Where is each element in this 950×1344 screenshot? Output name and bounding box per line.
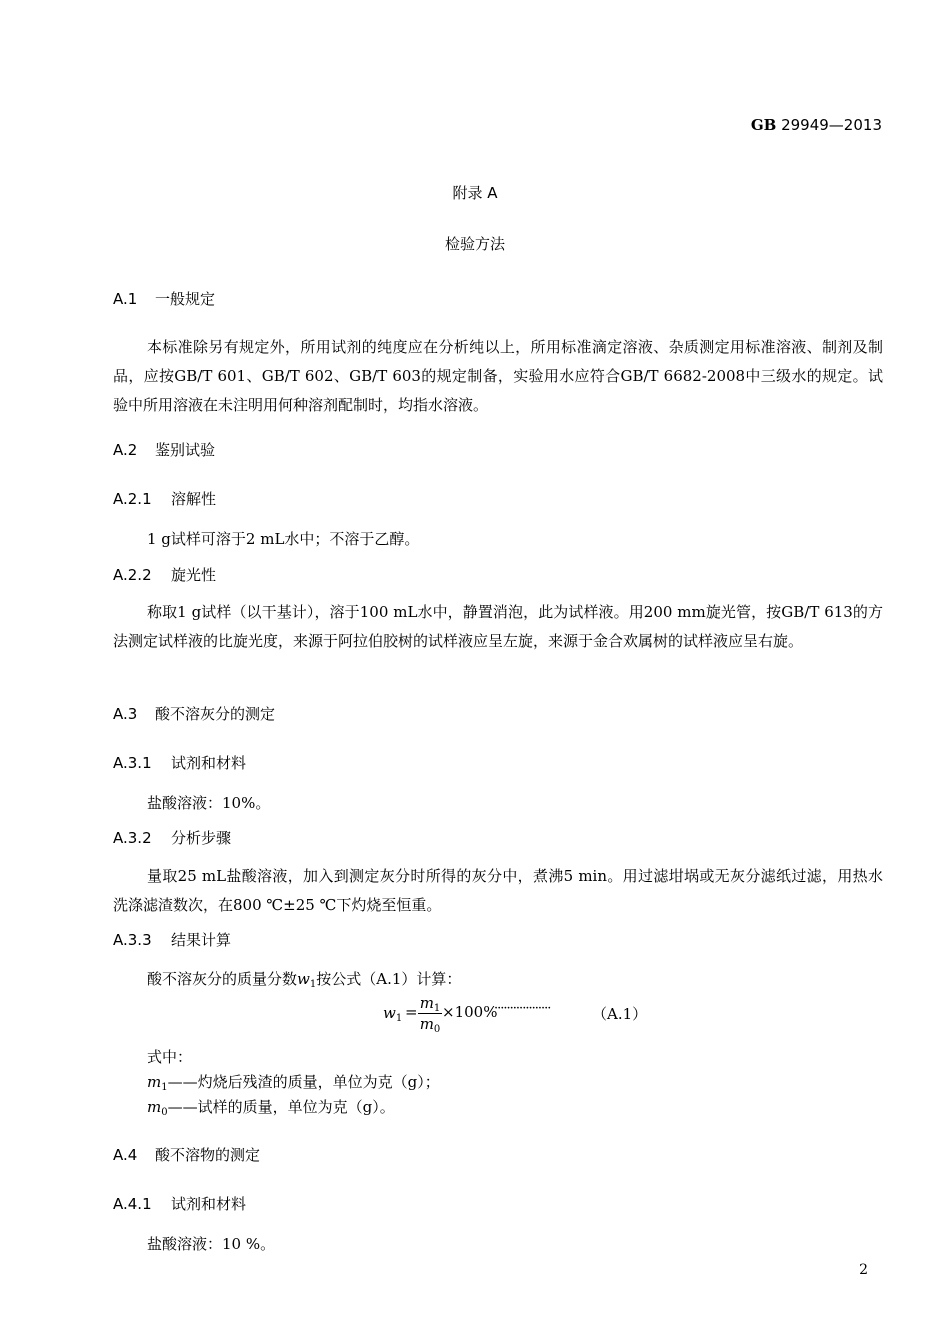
section-heading-a4 (113, 1144, 260, 1165)
section-title: 试剂和材料 (171, 1195, 247, 1213)
formula-numerator (419, 994, 441, 1014)
standard-number (751, 116, 882, 134)
section-title: 分析步骤 (171, 829, 232, 847)
formula-dots: ·················· (494, 1001, 551, 1016)
section-number: A.4 (113, 1146, 138, 1164)
section-heading-a33 (113, 929, 231, 950)
section-heading-a41 (113, 1193, 246, 1214)
definition-text: ——试样的质量，单位为克（g）。 (167, 1098, 395, 1116)
section-heading-a31 (113, 752, 246, 773)
formula-equals: = (405, 1003, 418, 1021)
section-title: 一般规定 (155, 290, 216, 308)
definition-m0 (147, 1096, 395, 1118)
intro-text-end: 按公式（A.1）计算： (316, 970, 462, 988)
section-number: A.3.1 (113, 754, 152, 772)
intro-text: 酸不溶灰分的质量分数 (147, 970, 298, 988)
standard-prefix: GB (750, 116, 777, 134)
subscript: 1 (309, 979, 317, 990)
variable-m: m (419, 1015, 434, 1033)
appendix-label: 附录 A (452, 184, 498, 202)
appendix-title: 检验方法 (444, 235, 505, 253)
definition-text: ——灼烧后残渣的质量，单位为克（g）； (167, 1073, 440, 1091)
section-number: A.2.2 (113, 566, 152, 584)
variable-w: w (383, 1004, 396, 1022)
section-title: 酸不溶物的测定 (155, 1146, 261, 1164)
variable-w: w (297, 970, 310, 988)
subscript: 1 (395, 1013, 403, 1024)
formula-label: （A.1） (592, 1005, 648, 1023)
variable-m: m (147, 1098, 162, 1116)
variable-m: m (147, 1073, 162, 1091)
section-title: 试剂和材料 (171, 754, 247, 772)
where-label: 式中： (147, 1048, 193, 1066)
section-number: A.4.1 (113, 1195, 152, 1213)
section-heading-a1 (113, 288, 215, 309)
section-number: A.3.3 (113, 931, 152, 949)
variable-m: m (419, 994, 434, 1012)
subscript: 1 (433, 1003, 441, 1014)
section-number: A.3 (113, 705, 138, 723)
subscript: 1 (161, 1082, 168, 1093)
formula-intro (147, 968, 461, 990)
subscript: 0 (161, 1107, 168, 1118)
paragraph-a21: 1 g试样可溶于2 mL水中；不溶于乙醇。 (147, 530, 420, 548)
section-title: 旋光性 (171, 566, 217, 584)
paragraph-a41: 盐酸溶液：10 %。 (147, 1235, 276, 1253)
page-number: 2 (859, 1262, 868, 1278)
section-number: A.2 (113, 441, 138, 459)
paragraph-a1: 本标准除另有规定外，所用试剂的纯度应在分析纯以上，所用标准滴定溶液、杂质测定用标准溶液、制剂及制品，应按GB/T 601、GB/T 602、GB/T 603的规定制备，实验用水应符合GB/T 6682-2008中三级水的规定。试验中所用溶液在未注明用何种溶剂配制时，均指水溶液。 (113, 338, 883, 414)
section-number: A.1 (113, 290, 138, 308)
section-title: 溶解性 (171, 490, 217, 508)
formula-a1 (383, 994, 653, 1034)
fraction-bar (418, 1013, 442, 1014)
section-heading-a32 (113, 827, 231, 848)
section-title: 酸不溶灰分的测定 (155, 705, 276, 723)
paragraph-a31: 盐酸溶液：10%。 (147, 794, 271, 812)
section-heading-a22 (113, 564, 216, 585)
section-number: A.3.2 (113, 829, 152, 847)
definition-m1 (147, 1071, 440, 1093)
standard-code: 29949—2013 (781, 116, 882, 134)
paragraph-a22: 称取1 g试样（以干基计），溶于100 mL水中，静置消泡，此为试样液。用200 mm旋光管，按GB/T 613的方法测定试样液的比旋光度，来源于阿拉伯胶树的试样液应呈左旋，来源于金合欢属树的试样液应呈右旋。 (113, 603, 883, 650)
section-heading-a2 (113, 439, 215, 460)
section-title: 结果计算 (171, 931, 232, 949)
paragraph-a32: 量取25 mL盐酸溶液，加入到测定灰分时所得的灰分中，煮沸5 min。用过滤坩埚或无灰分滤纸过滤，用热水洗涤滤渣数次，在800 ℃±25 ℃下灼烧至恒重。 (113, 867, 883, 914)
section-heading-a21 (113, 488, 216, 509)
formula-denominator (419, 1015, 441, 1035)
subscript: 0 (433, 1024, 441, 1035)
formula-lhs (383, 1004, 402, 1024)
section-heading-a3 (113, 703, 275, 724)
formula-multiplier: ×100% (442, 1003, 498, 1021)
section-number: A.2.1 (113, 490, 152, 508)
section-title: 鉴别试验 (155, 441, 216, 459)
